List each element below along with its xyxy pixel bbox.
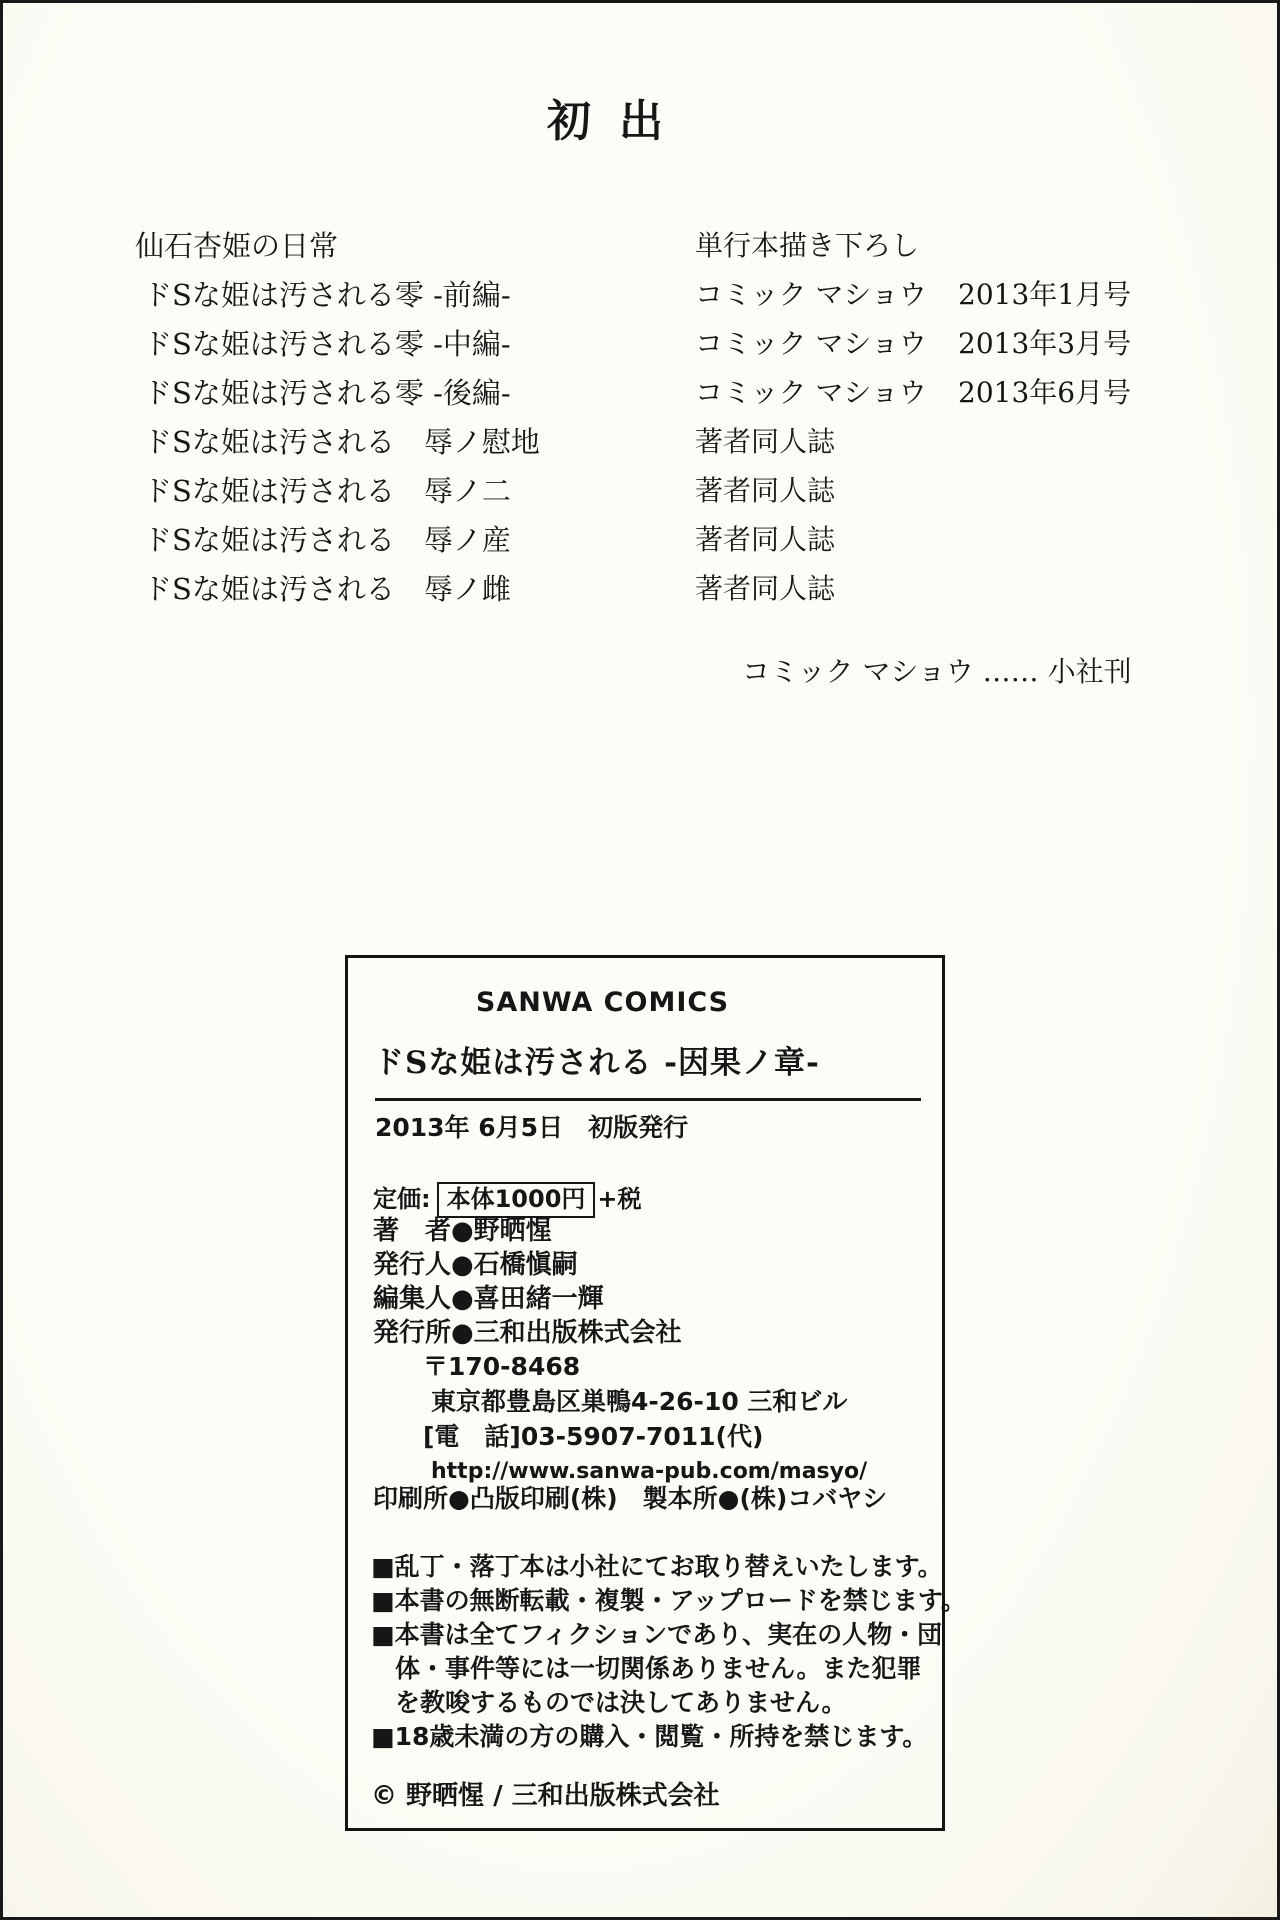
- publication-row: [135, 277, 1175, 326]
- publication-issue: 2013年6月号: [958, 376, 1132, 409]
- price-line: [373, 1182, 642, 1218]
- publication-source: 単行本描き下ろし: [695, 229, 920, 262]
- publication-source: コミック マショウ: [695, 376, 927, 409]
- publication-row: [135, 375, 1175, 424]
- credit-publisher: 発行人●石橋愼嗣: [373, 1250, 578, 1280]
- first-publication-list: [135, 228, 1175, 620]
- publication-source: 著者同人誌: [695, 572, 836, 605]
- notice-line: ■乱丁・落丁本は小社にてお取り替えいたします。: [371, 1552, 943, 1581]
- publication-title: ドSな姫は汚される 辱ノ雌: [143, 572, 511, 606]
- publication-source: 著者同人誌: [695, 474, 836, 507]
- publication-title: ドSな姫は汚される 辱ノ産: [143, 523, 511, 557]
- publication-title: ドSな姫は汚される零 -中編-: [143, 327, 511, 361]
- address-block: [423, 1349, 867, 1489]
- phone-number: [電 話]03-5907-7011(代): [423, 1422, 764, 1451]
- postal-code: 〒170-8468: [423, 1352, 581, 1381]
- credits-block: [373, 1214, 682, 1350]
- publication-issue: 2013年1月号: [958, 278, 1132, 311]
- publication-source: 著者同人誌: [695, 425, 836, 458]
- publication-source: コミック マショウ: [695, 278, 927, 311]
- publication-source: 著者同人誌: [695, 523, 836, 556]
- credit-editor: 編集人●喜田緒一輝: [373, 1284, 604, 1314]
- price-box: 本体1000円: [437, 1182, 596, 1218]
- copyright-line: © 野晒惺 / 三和出版株式会社: [371, 1781, 720, 1811]
- price-label: 定価:: [373, 1185, 431, 1213]
- publisher-note: コミック マショウ …… 小社刊: [742, 655, 1132, 688]
- publication-row: [135, 228, 1175, 277]
- publication-title: ドSな姫は汚される零 -前編-: [143, 278, 511, 312]
- book-title: ドSな姫は汚される -因果ノ章-: [373, 1045, 820, 1081]
- street-address: 東京都豊島区巣鴨4-26-10 三和ビル: [431, 1387, 848, 1416]
- website-url: http://www.sanwa-pub.com/masyo/: [431, 1459, 868, 1484]
- notice-line: ■本書は全てフィクションであり、実在の人物・団: [371, 1620, 943, 1649]
- edition-date: 2013年 6月5日 初版発行: [375, 1113, 689, 1142]
- notice-line-continuation: を教唆するものでは決してありません。: [395, 1688, 847, 1717]
- notice-line: ■本書の無断転載・複製・アップロードを禁じます。: [371, 1586, 966, 1615]
- publication-title: ドSな姫は汚される 辱ノ二: [143, 474, 511, 508]
- credit-author: 著 者●野晒惺: [373, 1216, 552, 1246]
- page-heading: 初出: [547, 96, 691, 147]
- publication-title: ドSな姫は汚される零 -後編-: [143, 376, 511, 410]
- publication-row: [135, 522, 1175, 571]
- publication-row: [135, 424, 1175, 473]
- colophon-box: [345, 955, 966, 1831]
- notices-block: [371, 1550, 966, 1754]
- title-divider: [375, 1098, 921, 1101]
- publication-issue: 2013年3月号: [958, 327, 1132, 360]
- publication-source: コミック マショウ: [695, 327, 927, 360]
- notice-line: ■18歳未満の方の購入・閲覧・所持を禁じます。: [371, 1722, 928, 1751]
- publication-title: ドSな姫は汚される 辱ノ慰地: [143, 425, 540, 459]
- publication-row: [135, 571, 1175, 620]
- publication-row: [135, 326, 1175, 375]
- publication-row: [135, 473, 1175, 522]
- printing-binding-line: 印刷所●凸版印刷(株) 製本所●(株)コバヤシ: [373, 1484, 888, 1513]
- credit-company: 発行所●三和出版株式会社: [373, 1318, 682, 1348]
- brand-title: SANWA COMICS: [475, 987, 730, 1018]
- notice-line-continuation: 体・事件等には一切関係ありません。また犯罪: [395, 1654, 922, 1683]
- price-tax-suffix: +税: [597, 1185, 642, 1213]
- publication-title: 仙石杏姫の日常: [135, 229, 339, 263]
